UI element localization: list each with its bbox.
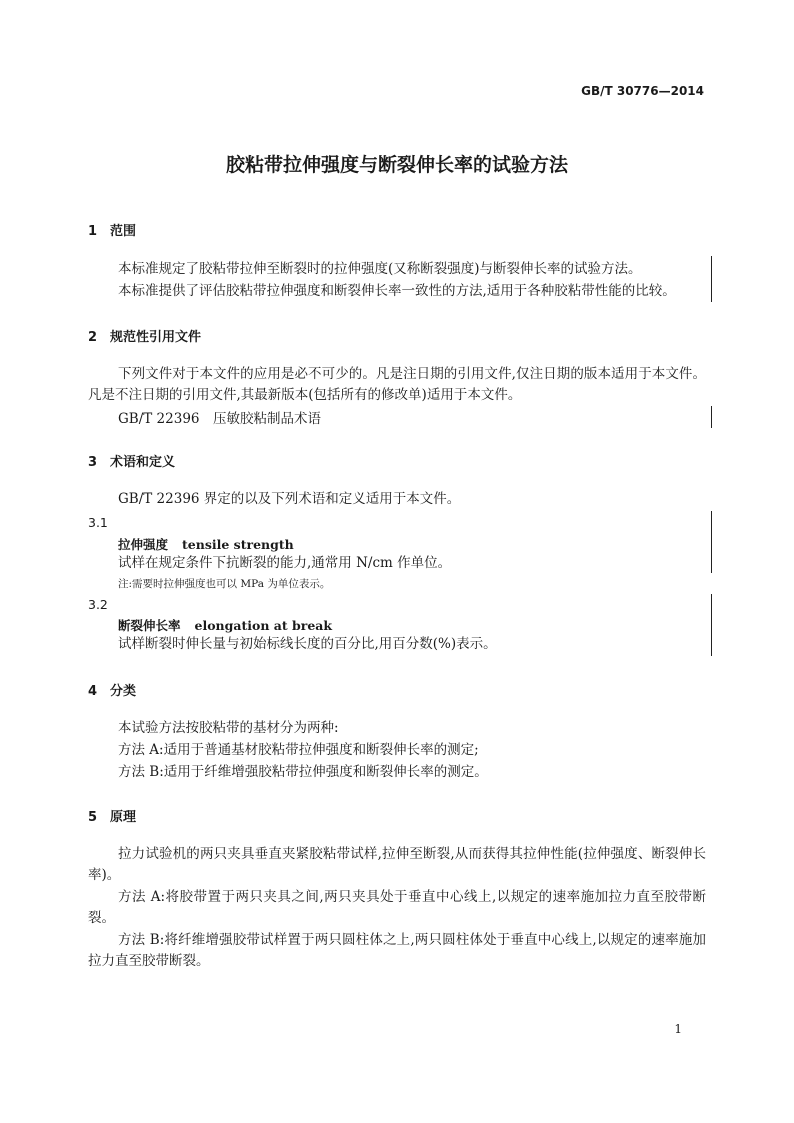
section-title: 规范性引用文件 — [110, 330, 202, 345]
term-definition: 试样断裂时伸长量与初始标线长度的百分比,用百分数(%)表示。 — [118, 636, 497, 652]
section-title: 分类 — [110, 684, 137, 699]
section-2-heading — [88, 326, 201, 345]
standard-number: GB/T 30776—2014 — [581, 84, 704, 98]
term-zh: 断裂伸长率 — [118, 618, 181, 633]
section-5-heading — [88, 806, 136, 825]
paragraph: 本标准提供了评估胶粘带拉伸强度和断裂伸长率一致性的方法,适用于各种胶粘带性能的比较。 — [118, 283, 676, 299]
revision-bar — [711, 511, 712, 573]
paragraph: 方法 A:适用于普通基材胶粘带拉伸强度和断裂伸长率的测定; — [118, 742, 479, 758]
term-heading — [118, 616, 332, 634]
term-definition: 试样在规定条件下抗断裂的能力,通常用 N/cm 作单位。 — [118, 555, 452, 571]
page-number: 1 — [674, 1022, 682, 1036]
term-zh: 拉伸强度 — [118, 537, 169, 552]
section-number: 1 — [88, 224, 98, 239]
reference-item: GB/T 22396 压敏胶粘制品术语 — [118, 411, 321, 427]
clause-number: 3.2 — [88, 597, 108, 612]
paragraph: 拉力试验机的两只夹具垂直夹紧胶粘带试样,拉伸至断裂,从而获得其拉伸性能(拉伸强度、断裂伸长率)。 — [88, 846, 706, 883]
revision-bar — [711, 594, 712, 656]
paragraph: 方法 B:适用于纤维增强胶粘带拉伸强度和断裂伸长率的测定。 — [118, 764, 488, 780]
section-number: 3 — [88, 455, 98, 470]
section-number: 4 — [88, 684, 98, 699]
paragraph: 下列文件对于本文件的应用是必不可少的。凡是注日期的引用文件,仅注日期的版本适用于本文件。凡是不注日期的引用文件,其最新版本(包括所有的修改单)适用于本文件。 — [88, 366, 706, 403]
paragraph: 方法 A:将胶带置于两只夹具之间,两只夹具处于垂直中心线上,以规定的速率施加拉力直至胶带断裂。 — [88, 889, 706, 926]
paragraph: 本试验方法按胶粘带的基材分为两种: — [118, 720, 339, 736]
section-4-heading — [88, 680, 136, 699]
document-title: 胶粘带拉伸强度与断裂伸长率的试验方法 — [225, 154, 568, 176]
section-number: 2 — [88, 330, 98, 345]
paragraph: 方法 B:将纤维增强胶带试样置于两只圆柱体之上,两只圆柱体处于垂直中心线上,以规定的速率施加拉力直至胶带断裂。 — [88, 932, 706, 969]
section-3-heading — [88, 451, 175, 470]
section-number: 5 — [88, 810, 98, 825]
section-1-heading — [88, 220, 136, 239]
term-en: tensile strength — [182, 537, 294, 552]
revision-bar — [711, 406, 712, 428]
term-heading — [118, 535, 294, 553]
clause-number: 3.1 — [88, 515, 108, 530]
section-title: 术语和定义 — [110, 455, 176, 470]
paragraph: GB/T 22396 界定的以及下列术语和定义适用于本文件。 — [118, 491, 461, 507]
section-title: 原理 — [110, 810, 137, 825]
paragraph: 本标准规定了胶粘带拉伸至断裂时的拉伸强度(又称断裂强度)与断裂伸长率的试验方法。 — [118, 261, 642, 277]
section-title: 范围 — [110, 224, 137, 239]
term-note: 注:需要时拉伸强度也可以 MPa 为单位表示。 — [118, 578, 331, 590]
revision-bar — [711, 256, 712, 302]
term-en: elongation at break — [194, 618, 333, 633]
